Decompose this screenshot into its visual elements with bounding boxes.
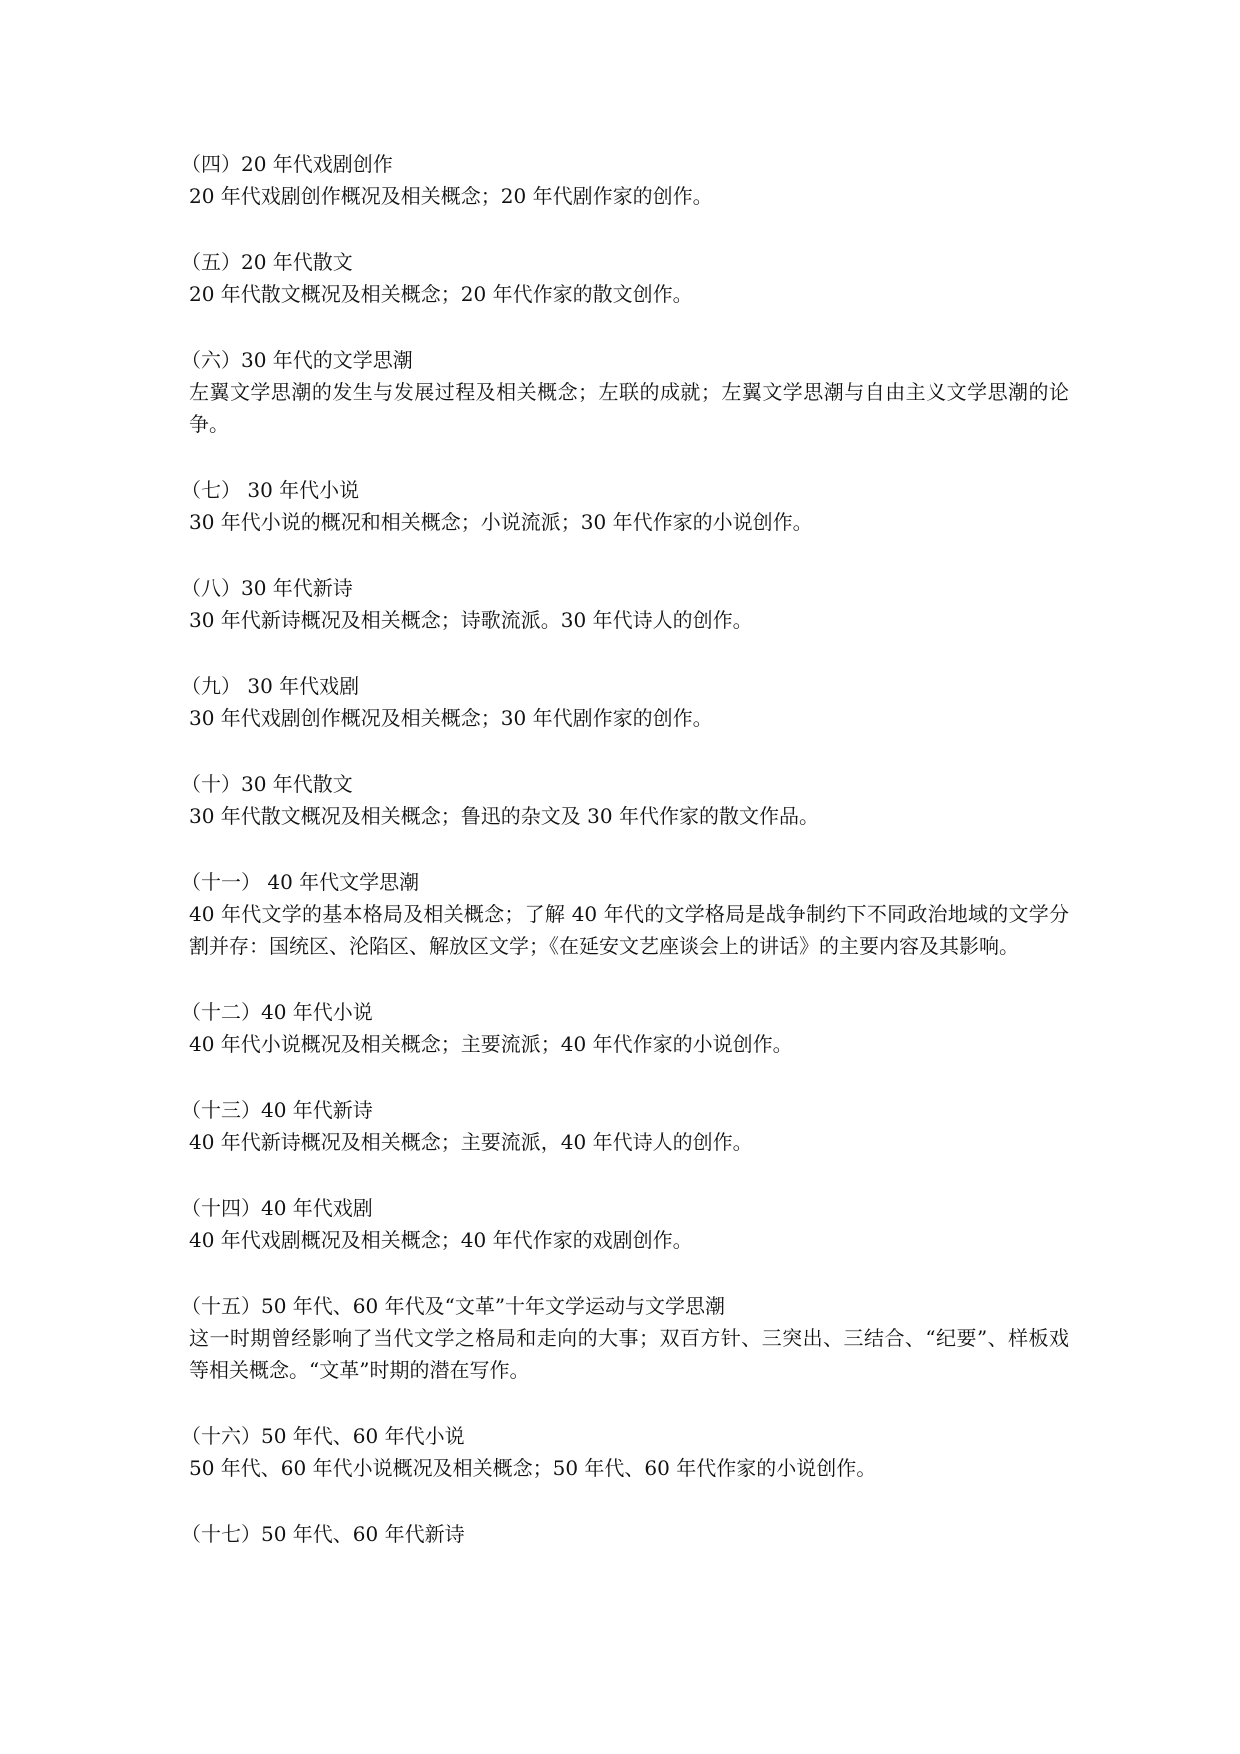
section-heading: （五）20 年代散文 <box>181 250 353 274</box>
section-10 <box>181 768 1069 832</box>
section-heading: （十六）50 年代、60 年代小说 <box>181 1424 465 1448</box>
section-13 <box>181 1094 1069 1158</box>
section-heading: （九） 30 年代戏剧 <box>181 674 360 698</box>
section-6 <box>181 344 1069 440</box>
section-heading: （八）30 年代新诗 <box>181 576 353 600</box>
section-heading: （十二）40 年代小说 <box>181 1000 373 1024</box>
section-body: 这一时期曾经影响了当代文学之格局和走向的大事；双百方针、三突出、三结合、“纪要”、样板戏等相关概念。“文革”时期的潜在写作。 <box>189 1326 1069 1382</box>
section-11 <box>181 866 1069 962</box>
section-body: 40 年代新诗概况及相关概念；主要流派，40 年代诗人的创作。 <box>189 1130 753 1154</box>
section-16 <box>181 1420 1069 1484</box>
section-17 <box>181 1518 1069 1550</box>
section-body: 20 年代戏剧创作概况及相关概念；20 年代剧作家的创作。 <box>189 184 713 208</box>
section-heading: （七） 30 年代小说 <box>181 478 360 502</box>
section-heading: （十）30 年代散文 <box>181 772 353 796</box>
section-8 <box>181 572 1069 636</box>
section-body: 左翼文学思潮的发生与发展过程及相关概念；左联的成就；左翼文学思潮与自由主义文学思潮的论争。 <box>189 380 1069 436</box>
section-heading: （十一） 40 年代文学思潮 <box>181 870 420 894</box>
section-4 <box>181 148 1069 212</box>
section-15 <box>181 1290 1069 1386</box>
section-body: 40 年代戏剧概况及相关概念；40 年代作家的戏剧创作。 <box>189 1228 693 1252</box>
section-12 <box>181 996 1069 1060</box>
section-5 <box>181 246 1069 310</box>
section-heading: （十五）50 年代、60 年代及“文革”十年文学运动与文学思潮 <box>181 1294 726 1318</box>
section-body: 30 年代散文概况及相关概念；鲁迅的杂文及 30 年代作家的散文作品。 <box>189 804 819 828</box>
section-heading: （六）30 年代的文学思潮 <box>181 348 413 372</box>
document-content <box>181 148 1069 1584</box>
section-heading: （四）20 年代戏剧创作 <box>181 152 393 176</box>
section-body: 40 年代小说概况及相关概念；主要流派；40 年代作家的小说创作。 <box>189 1032 793 1056</box>
section-body: 30 年代新诗概况及相关概念；诗歌流派。30 年代诗人的创作。 <box>189 608 753 632</box>
section-body: 30 年代戏剧创作概况及相关概念；30 年代剧作家的创作。 <box>189 706 713 730</box>
section-body: 20 年代散文概况及相关概念；20 年代作家的散文创作。 <box>189 282 693 306</box>
section-heading: （十七）50 年代、60 年代新诗 <box>181 1522 465 1546</box>
section-body: 40 年代文学的基本格局及相关概念；了解 40 年代的文学格局是战争制约下不同政治地域的文学分割并存：国统区、沦陷区、解放区文学；《在延安文艺座谈会上的讲话》的主要内容及其影响。 <box>189 902 1069 958</box>
section-7 <box>181 474 1069 538</box>
section-9 <box>181 670 1069 734</box>
section-heading: （十四）40 年代戏剧 <box>181 1196 373 1220</box>
section-body: 30 年代小说的概况和相关概念；小说流派；30 年代作家的小说创作。 <box>189 510 813 534</box>
section-14 <box>181 1192 1069 1256</box>
section-heading: （十三）40 年代新诗 <box>181 1098 373 1122</box>
section-body: 50 年代、60 年代小说概况及相关概念；50 年代、60 年代作家的小说创作。 <box>189 1456 877 1480</box>
